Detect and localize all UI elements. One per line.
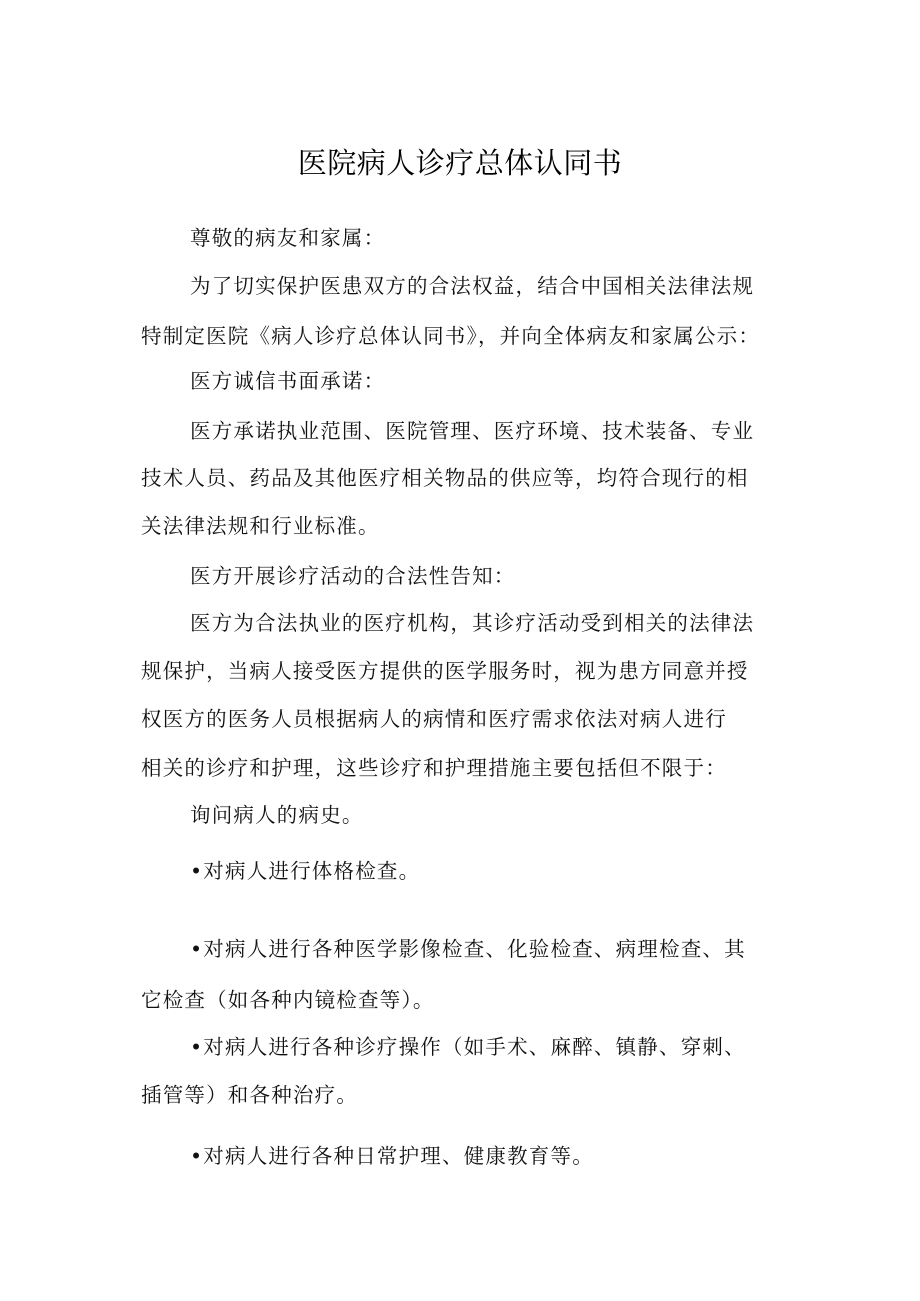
section1-heading: 医方诚信书面承诺： bbox=[190, 369, 386, 393]
list-item-imaging-line-2: 它检查（如各种内镜检查等）。 bbox=[141, 988, 435, 1012]
section2-heading: 医方开展诊疗活动的合法性告知： bbox=[190, 564, 516, 588]
intro-line-1: 为了切实保护医患双方的合法权益，结合中国相关法律法规 bbox=[190, 274, 755, 298]
list-item-physical-exam: •对病人进行体格检查。 bbox=[190, 859, 421, 883]
list-item-history: 询问病人的病史。 bbox=[190, 803, 364, 827]
section2-line-3: 权医方的医务人员根据病人的病情和医疗需求依法对病人进行 bbox=[141, 707, 727, 731]
intro-line-2: 特制定医院《病人诊疗总体认同书》，并向全体病友和家属公示： bbox=[141, 324, 761, 348]
section1-line-2: 技术人员、药品及其他医疗相关物品的供应等，均符合现行的相 bbox=[141, 466, 749, 490]
section1-line-3: 关法律法规和行业标准。 bbox=[141, 514, 380, 538]
list-item-nursing: •对病人进行各种日常护理、健康教育等。 bbox=[190, 1144, 594, 1168]
list-item-procedures-line-1: •对病人进行各种诊疗操作（如手术、麻醉、镇静、穿刺、 bbox=[190, 1035, 746, 1059]
greeting-text: 尊敬的病友和家属： bbox=[190, 226, 386, 250]
section1-line-1: 医方承诺执业范围、医院管理、医疗环境、技术装备、专业 bbox=[190, 419, 755, 443]
list-item-procedures-line-2: 插管等）和各种治疗。 bbox=[141, 1083, 358, 1107]
page-title: 医院病人诊疗总体认同书 bbox=[297, 146, 623, 180]
list-item-imaging-line-1: •对病人进行各种医学影像检查、化验检查、病理检查、其 bbox=[190, 937, 746, 961]
section2-line-2: 规保护，当病人接受医方提供的医学服务时，视为患方同意并授 bbox=[141, 659, 749, 683]
section2-line-4: 相关的诊疗和护理，这些诊疗和护理措施主要包括但不限于： bbox=[141, 756, 727, 780]
section2-line-1: 医方为合法执业的医疗机构，其诊疗活动受到相关的法律法 bbox=[190, 611, 755, 635]
